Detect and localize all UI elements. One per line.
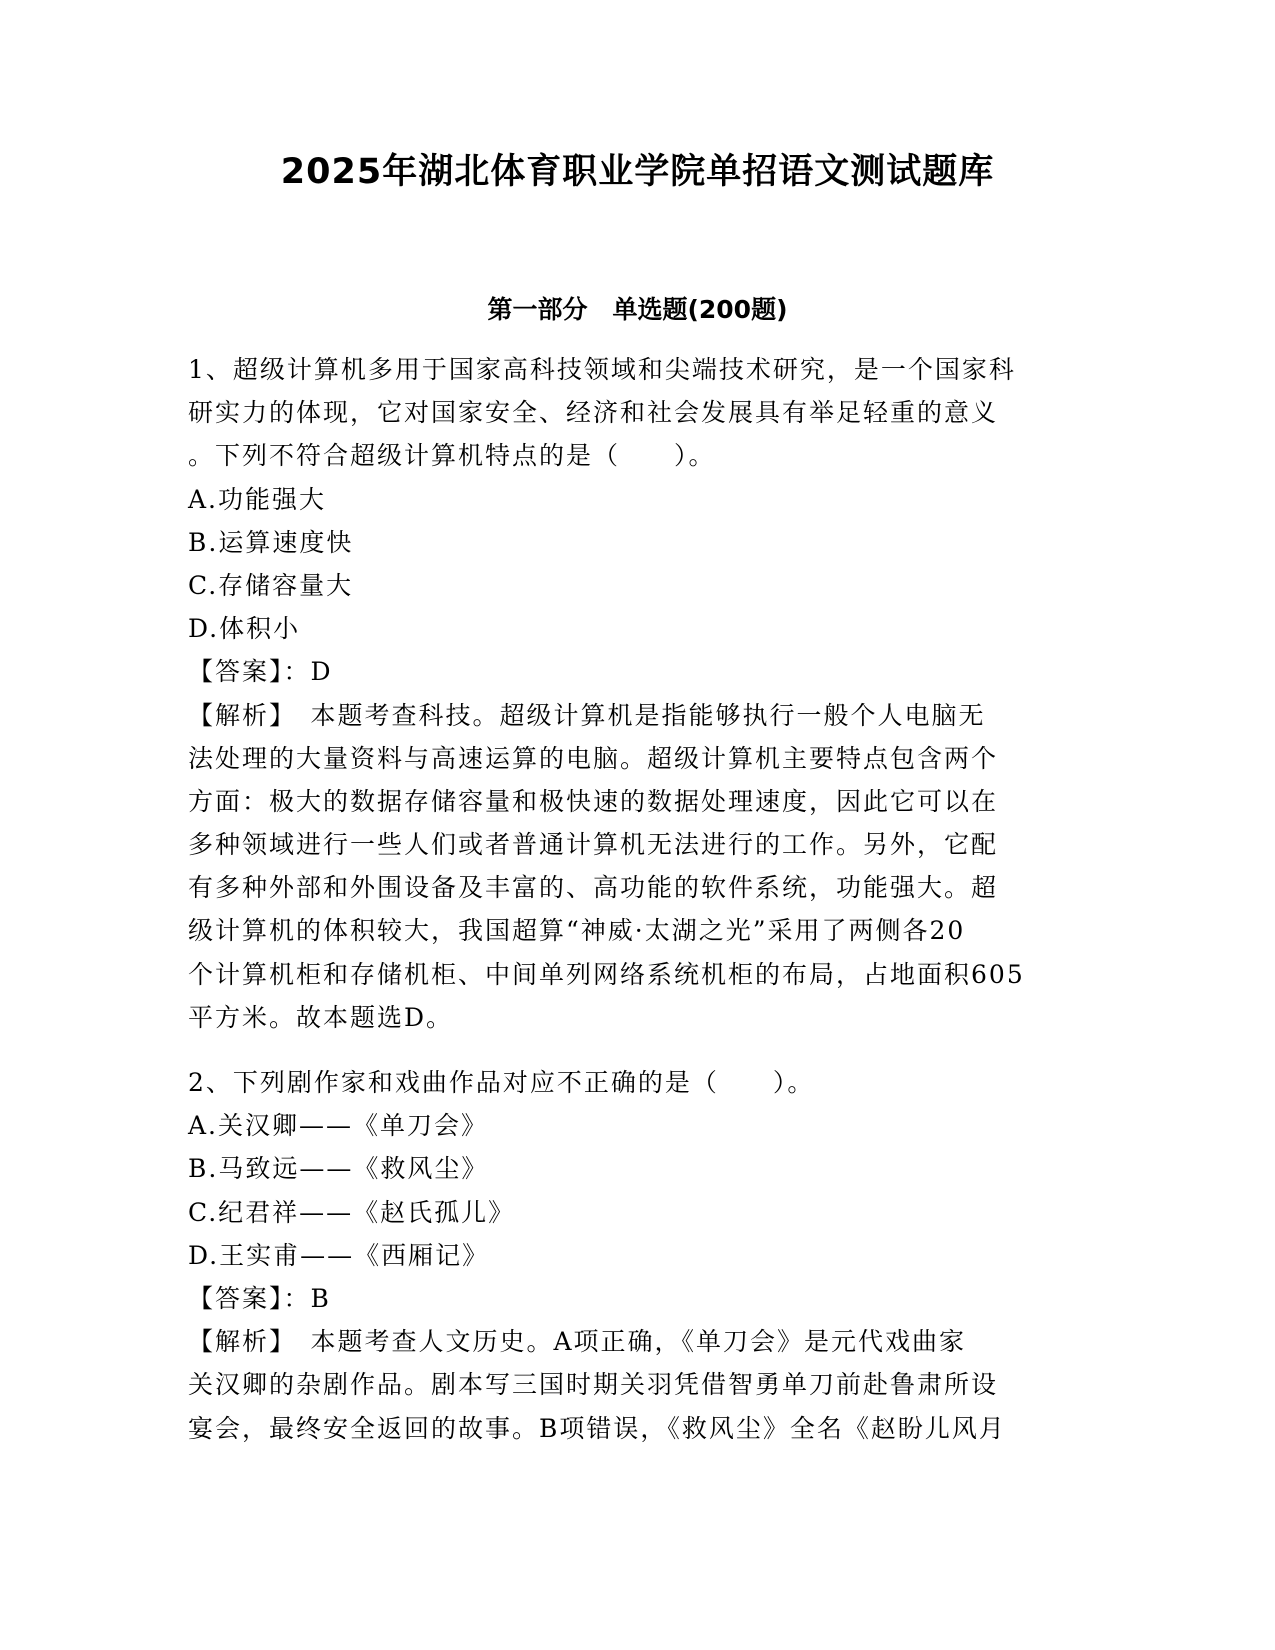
analysis-line: 级计算机的体积较大，我国超算“神威·太湖之光”采用了两侧各20 [188, 916, 966, 946]
section-heading: 第一部分 单选题(200题) [487, 295, 788, 324]
question-list [188, 348, 1088, 1450]
option-b: B.运算速度快 [188, 527, 354, 557]
analysis-line: 宴会，最终安全返回的故事。B项错误，《救风尘》全名《赵盼儿风月 [188, 1413, 1006, 1443]
analysis-line: 关汉卿的杂剧作品。剧本写三国时期关羽凭借智勇单刀前赴鲁肃所设 [188, 1370, 999, 1400]
option-c: C.存储容量大 [188, 570, 354, 600]
analysis-line: 多种领域进行一些人们或者普通计算机无法进行的工作。另外，它配 [188, 830, 999, 860]
analysis-line: 有多种外部和外围设备及丰富的、高功能的软件系统，功能强大。超 [188, 873, 999, 903]
question-stem-line: 2、下列剧作家和戏曲作品对应不正确的是（ ）。 [188, 1068, 815, 1097]
option-b: B.马致远——《救风尘》 [188, 1154, 489, 1184]
analysis-line: 个计算机柜和存储机柜、中间单列网络系统机柜的布局，占地面积605 [188, 959, 1025, 989]
option-d: D.体积小 [188, 614, 301, 644]
answer-line: 【答案】：D [188, 657, 333, 687]
question-stem-line: 1、超级计算机多用于国家高科技领域和尖端技术研究，是一个国家科 [188, 355, 1016, 384]
option-a: A.功能强大 [188, 484, 327, 514]
analysis-line: 方面：极大的数据存储容量和极快速的数据处理速度，因此它可以在 [188, 786, 999, 816]
option-a: A.关汉卿——《单刀会》 [188, 1111, 489, 1141]
question-spacer [188, 1039, 1088, 1061]
analysis-line: 平方米。故本题选D。 [188, 1002, 454, 1032]
analysis-line: 法处理的大量资料与高速运算的电脑。超级计算机主要特点包含两个 [188, 743, 999, 773]
question-item [188, 1061, 1088, 1450]
analysis-line: 【解析】 本题考查科技。超级计算机是指能够执行一般个人电脑无 [188, 700, 986, 730]
question-stem-line: 。下列不符合超级计算机特点的是（ ）。 [188, 441, 716, 471]
question-item [188, 348, 1088, 1039]
document-title: 2025年湖北体育职业学院单招语文测试题库 [280, 152, 995, 192]
option-d: D.王实甫——《西厢记》 [188, 1240, 490, 1270]
answer-line: 【答案】：B [188, 1283, 331, 1313]
question-stem-line: 研实力的体现，它对国家安全、经济和社会发展具有举足轻重的意义 [188, 398, 999, 428]
analysis-line: 【解析】 本题考查人文历史。A项正确，《单刀会》是元代戏曲家 [188, 1327, 967, 1357]
option-c: C.纪君祥——《赵氏孤儿》 [188, 1197, 516, 1227]
